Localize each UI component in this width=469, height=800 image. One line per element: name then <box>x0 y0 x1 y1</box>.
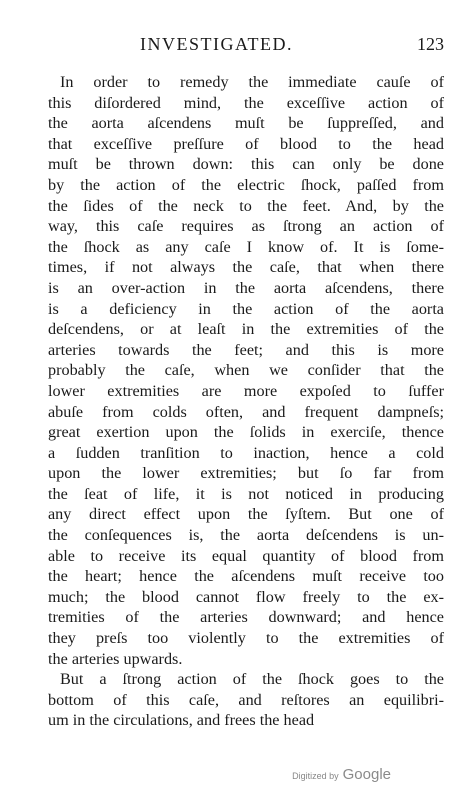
google-logo: Google <box>342 766 391 783</box>
text-line: by the action of the electric ſhock, paſſed from <box>48 175 444 194</box>
text-line: the ſeat of life, it is not noticed in producing <box>48 484 444 503</box>
body-text <box>48 72 444 731</box>
text-line: way, this caſe requires as ſtrong an action of <box>48 217 444 236</box>
text-line: the ſides of the neck to the feet. And, by the <box>48 196 444 215</box>
text-line: that exceſſive preſſure of blood to the head <box>48 134 444 153</box>
text-line: any direct effect upon the ſyſtem. But one of <box>48 505 444 524</box>
text-line: is an over-action in the aorta aſcendens, there <box>48 278 444 297</box>
text-line: a ſudden tranſition to inaction, hence a cold <box>48 443 444 462</box>
text-line: times, if not always the caſe, that when there <box>48 258 444 277</box>
text-line: tremities of the arteries downward; and hence <box>48 608 444 627</box>
page-header <box>52 34 444 58</box>
text-line: the conſequences is, the aorta deſcendens is un- <box>48 526 444 545</box>
page-number: 123 <box>417 34 444 54</box>
text-line: the ſhock as any caſe I know of. It is ſome- <box>48 237 444 256</box>
text-line: able to receive its equal quantity of blood from <box>48 546 444 565</box>
text-line: muſt be thrown down: this can only be done <box>48 155 444 174</box>
text-line: deſcendens, or at leaſt in the extremities of the <box>48 320 444 339</box>
text-line: this diſordered mind, the exceſſive action of <box>48 93 444 112</box>
text-line: the heart; hence the aſcendens muſt receive too <box>48 567 444 586</box>
digitized-by-label: Digitized by <box>292 771 339 781</box>
text-line: arteries towards the feet; and this is more <box>48 340 444 359</box>
digitized-watermark <box>292 766 391 786</box>
text-line: um in the circulations, and frees the head <box>48 711 315 730</box>
running-head: INVESTIGATED. <box>140 34 293 54</box>
text-line: In order to remedy the immediate cauſe of <box>60 73 444 91</box>
text-line: abuſe from colds often, and frequent dampneſs; <box>48 402 444 421</box>
text-line: probably the caſe, when we conſider that the <box>48 361 444 380</box>
text-line: bottom of this caſe, and reſtores an equilibri- <box>48 690 444 709</box>
text-line: lower extremities are more expoſed to ſuffer <box>48 381 444 400</box>
text-line: they preſs too violently to the extremities of <box>48 629 444 648</box>
text-line: is a deficiency in the action of the aorta <box>48 299 444 318</box>
text-line: great exertion upon the ſolids in exerciſe, thence <box>48 423 444 442</box>
text-line: much; the blood cannot flow freely to the ex- <box>48 587 444 606</box>
text-line: upon the lower extremities; but ſo far from <box>48 464 444 483</box>
text-line: the arteries upwards. <box>48 649 183 668</box>
text-line: the aorta aſcendens muſt be ſuppreſſed, and <box>48 114 444 133</box>
text-line: But a ſtrong action of the ſhock goes to the <box>60 670 444 689</box>
